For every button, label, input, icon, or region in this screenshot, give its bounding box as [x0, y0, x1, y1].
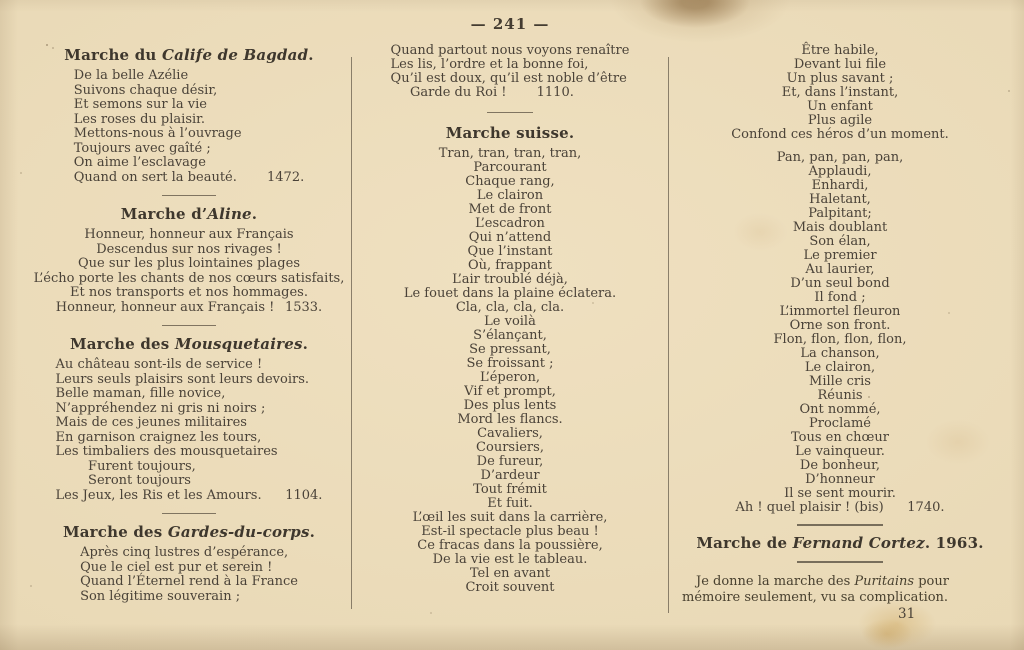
- title-text: Marche suisse.: [445, 124, 575, 142]
- verse-line: Se pressant,: [469, 342, 551, 357]
- title-punct: .: [308, 46, 314, 64]
- section-marche-calife-de-bagdad: [28, 46, 350, 185]
- column-left: [28, 46, 350, 604]
- verse-line: Coursiers,: [476, 440, 544, 455]
- verse-line: Un enfant: [807, 99, 873, 114]
- verse-line: Et nos transports et nos hommages.: [70, 285, 308, 300]
- verse-line: Tel en avant: [469, 566, 551, 581]
- verse-line: En garnison craignez les tours,: [55, 429, 262, 445]
- verse-line: Être habile,: [801, 43, 879, 58]
- verse-line: Son légitime souverain ;: [80, 588, 241, 604]
- verse-line: Cla, cla, cla, cla.: [455, 300, 565, 315]
- section-title: [28, 205, 350, 223]
- verse-line: Il fond ;: [814, 290, 866, 305]
- title-punct: .: [251, 205, 258, 223]
- verse-marche-suisse: [362, 147, 658, 595]
- signature-number: 31: [898, 606, 916, 622]
- section-marche-fernand-cortez: [678, 534, 1002, 552]
- verse-line: Cavaliers,: [477, 426, 543, 441]
- verse-line: Que le ciel est pur et serein !: [80, 559, 273, 575]
- verse-line: Les timbaliers des mousquetaires: [55, 444, 278, 459]
- verse-line: Plus agile: [807, 113, 873, 128]
- verse-line: Quand on sert la beauté. 1472.: [73, 169, 305, 185]
- verse-line: Son élan,: [809, 234, 871, 249]
- verse-line: Quand partout nous voyons renaître: [390, 43, 630, 58]
- verse-line: L’éperon,: [480, 370, 540, 385]
- page-number: — 241 —: [470, 15, 550, 33]
- title-text: Marche du: [64, 46, 162, 64]
- verse-line: L’escadron: [475, 216, 545, 231]
- verse-line: Se froissant ;: [466, 356, 554, 371]
- verse-line: Au laurier,: [805, 262, 875, 277]
- verse-calife: [74, 69, 304, 185]
- verse-line: Devant lui file: [793, 57, 887, 72]
- verse-line: Met de front: [468, 202, 552, 217]
- verse-line: L’air troublé déjà,: [452, 272, 568, 287]
- verse-line: De bonheur,: [799, 458, 881, 473]
- verse-line: Honneur, honneur aux Français: [84, 227, 294, 242]
- verse-line: Suivons chaque désir,: [73, 82, 218, 98]
- verse-line: Mais doublant: [792, 220, 888, 235]
- footnote-text: pour mémoire seulement, vu sa complication.: [682, 574, 949, 605]
- verse-line: Où, frappant: [467, 258, 553, 273]
- verse-line: Leurs seuls plaisirs sont leurs devoirs.: [55, 371, 310, 387]
- section-title: [28, 523, 350, 541]
- verse-mousquetaires: [56, 358, 323, 503]
- verse-line: Parcourant: [473, 160, 547, 175]
- title-number: . 1963.: [924, 534, 984, 552]
- verse-line: Quand l’Éternel rend à la France: [80, 574, 298, 589]
- title-punct: .: [309, 523, 316, 541]
- column-divider-rule-left: [351, 57, 352, 609]
- verse-line: Le premier: [803, 248, 877, 263]
- title-punct: .: [302, 335, 309, 353]
- column-middle: [362, 44, 658, 595]
- verse-line: Vif et prompt,: [464, 384, 556, 399]
- paper-speckles: [0, 0, 2, 2]
- verse-line: Proclamé: [809, 416, 871, 431]
- verse-line: Les lis, l’ordre et la bonne foi,: [390, 57, 589, 72]
- section-title: [678, 534, 1002, 552]
- section-divider: [162, 325, 216, 326]
- verse-line: Et semons sur la vie: [73, 97, 207, 112]
- verse-line: Ah ! quel plaisir ! (bis) 1740.: [735, 500, 945, 515]
- verse-line: De la vie est le tableau.: [432, 552, 588, 567]
- verse-line: Descendus sur nos rivages !: [96, 241, 282, 257]
- verse-line: Que sur les plus lointaines plages: [78, 256, 300, 271]
- verse-line: Furent toujours,: [55, 458, 196, 474]
- verse-line: D’ardeur: [480, 468, 540, 483]
- verse-line: Ont nommé,: [799, 402, 881, 417]
- verse-line: Seront toujours: [55, 473, 191, 488]
- verse-line: Les roses du plaisir.: [73, 111, 206, 127]
- verse-line: Mais de ces jeunes militaires: [55, 415, 247, 430]
- verse-line: Il se sent mourir.: [784, 486, 896, 501]
- verse-line: Qui n’attend: [468, 230, 552, 245]
- footnote-italic-text: Puritains: [854, 574, 915, 589]
- title-italic-text: Gardes-du-corps: [167, 523, 310, 541]
- verse-line: Le clairon,: [804, 360, 876, 375]
- section-title: [362, 124, 658, 142]
- verse-line: Belle maman, fille novice,: [55, 386, 226, 401]
- verse-line: Palpitant;: [808, 206, 872, 221]
- verse-line: Garde du Roi ! 1110.: [390, 85, 574, 100]
- verse-line: Enhardi,: [811, 178, 869, 193]
- section-title: [28, 46, 350, 64]
- verse-line: Flon, flon, flon, flon,: [773, 332, 907, 347]
- verse-line: Le voilà: [484, 314, 536, 329]
- verse-line: Pan, pan, pan, pan,: [776, 150, 904, 165]
- verse-line: Qu’il est doux, qu’il est noble d’être: [390, 71, 627, 86]
- verse-line: Des plus lents: [463, 398, 557, 413]
- verse-line: S’élançant,: [473, 328, 547, 343]
- verse-line: De la belle Azélie: [73, 68, 189, 83]
- verse-line: Le clairon: [476, 188, 544, 203]
- verse-line: Un plus savant ;: [786, 71, 894, 86]
- title-text: Marche des: [62, 523, 168, 541]
- verse-line: Croit souvent: [465, 580, 555, 595]
- verse-line: Après cinq lustres d’espérance,: [80, 545, 289, 560]
- section-marche-d-aline: [28, 205, 350, 315]
- verse-line: Mettons-nous à l’ouvrage: [73, 126, 242, 141]
- verse-line: Mord les flancs.: [457, 412, 563, 427]
- verse-line: Mille cris: [809, 374, 871, 389]
- verse-gardes-du-corps: [80, 546, 298, 604]
- title-italic-text: Aline: [207, 205, 252, 223]
- section-marche-des-mousquetaires: [28, 335, 350, 503]
- editor-footnote: [682, 574, 1002, 606]
- verse-marche-suisse-continuation: [678, 44, 1002, 515]
- verse-line: Orne son front.: [789, 318, 891, 333]
- verse-line: Haletant,: [809, 192, 871, 207]
- verse-gardes-du-corps-continuation: [391, 44, 630, 100]
- section-marche-suisse: [362, 124, 658, 595]
- verse-line: D’un seul bond: [790, 276, 890, 291]
- verse-aline: [28, 228, 350, 315]
- title-text: Marche de: [696, 534, 793, 552]
- verse-line: L’écho porte les chants de nos cœurs satisfaits,: [33, 270, 345, 286]
- verse-line: Toujours avec gaîté ;: [73, 140, 211, 156]
- title-italic-text: Calife de Bagdad: [161, 46, 309, 64]
- title-italic-text: Mousquetaires: [174, 335, 303, 353]
- verse-line: Tout frémit: [473, 482, 547, 497]
- verse-line: Honneur, honneur aux Français ! 1533.: [55, 299, 323, 315]
- verse-line: Au château sont-ils de service !: [55, 357, 263, 372]
- verse-line: De fureur,: [476, 454, 544, 469]
- section-divider: [162, 513, 216, 514]
- section-divider: [487, 112, 533, 113]
- section-divider: [162, 195, 216, 196]
- verse-line: Est-il spectacle plus beau !: [421, 524, 599, 539]
- title-text: Marche d’: [120, 205, 208, 223]
- verse-line: Chaque rang,: [465, 174, 555, 189]
- title-text: Marche des: [69, 335, 175, 353]
- section-marche-des-gardes-du-corps: [28, 523, 350, 604]
- verse-line: Tran, tran, tran, tran,: [438, 146, 582, 161]
- column-divider-rule-right: [668, 57, 669, 613]
- verse-line: Réunis: [817, 388, 863, 403]
- verse-line: La chanson,: [800, 346, 880, 361]
- footnote-text: Je donne la marche des: [696, 574, 855, 589]
- verse-line: Confond ces héros d’un moment.: [731, 127, 949, 142]
- verse-line: Applaudi,: [808, 164, 872, 179]
- verse-line: Que l’instant: [467, 244, 553, 259]
- verse-line: Le fouet dans la plaine éclatera.: [403, 286, 617, 301]
- verse-line: On aime l’esclavage: [73, 155, 206, 170]
- verse-line: Le vainqueur.: [795, 444, 885, 459]
- verse-line: L’immortel fleuron: [779, 304, 901, 319]
- section-divider: [797, 561, 883, 563]
- verse-line: Et fuit.: [487, 496, 533, 511]
- verse-line: D’honneur: [805, 472, 875, 487]
- column-right: [678, 44, 1002, 606]
- verse-line: Les Jeux, les Ris et les Amours. 1104.: [55, 487, 323, 503]
- section-divider: [797, 524, 883, 526]
- verse-line: Ce fracas dans la poussière,: [417, 538, 603, 553]
- verse-line: N’appréhendez ni gris ni noirs ;: [55, 400, 266, 416]
- verse-line: Et, dans l’instant,: [781, 85, 899, 100]
- title-italic-text: Fernand Cortez: [792, 534, 925, 552]
- verse-line: L’œil les suit dans la carrière,: [412, 510, 608, 525]
- verse-line: Tous en chœur: [791, 430, 889, 445]
- section-title: [28, 335, 350, 353]
